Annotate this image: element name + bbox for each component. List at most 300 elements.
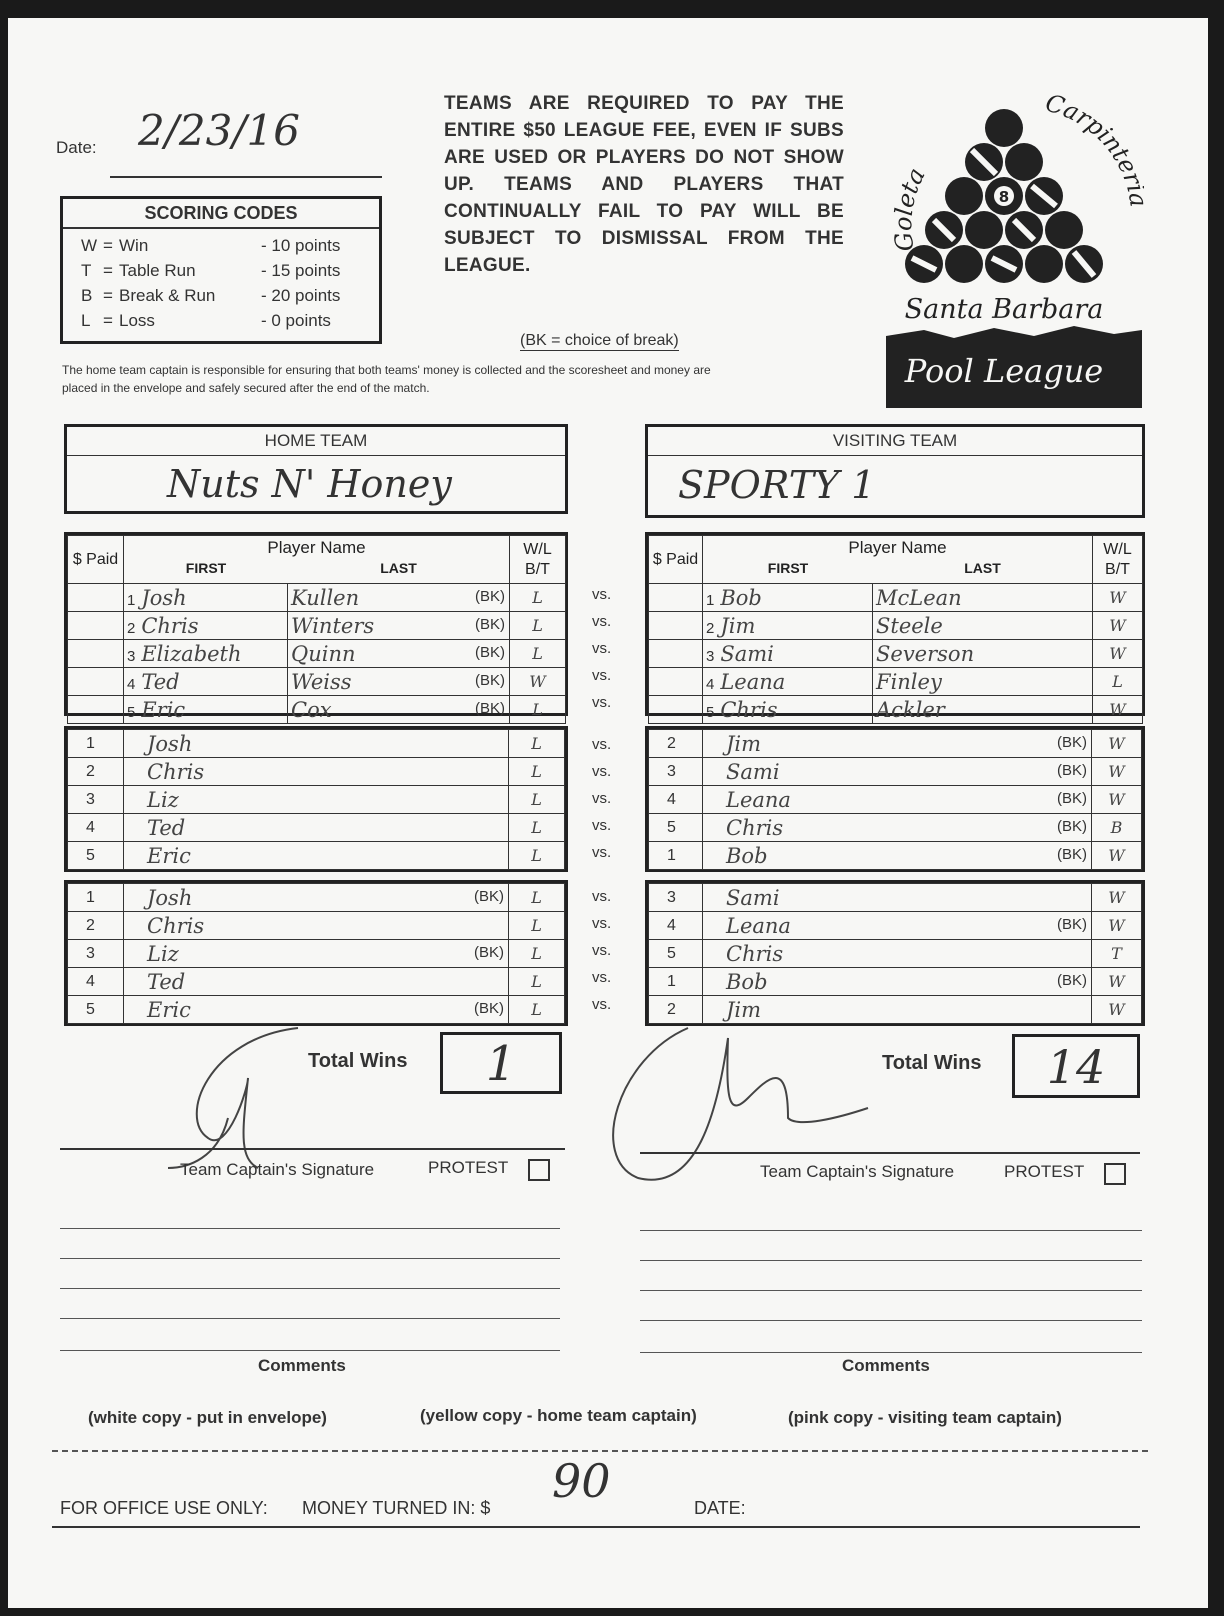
scoring-code-name: Break & Run: [119, 286, 216, 305]
first-name-cell: [124, 696, 288, 724]
paid-cell[interactable]: [649, 584, 703, 612]
date-label: Date:: [56, 138, 97, 157]
first-name-cell: [703, 612, 873, 640]
last-name-cell: [873, 584, 1093, 612]
player-name-cell: [124, 814, 509, 842]
player-number: 4: [649, 786, 703, 814]
break-indicator: (BK): [1057, 846, 1087, 863]
player-row: [68, 842, 565, 870]
player-name-cell: [703, 730, 1092, 758]
win-loss-cell: W: [1092, 996, 1142, 1024]
player-number: 3: [649, 758, 703, 786]
scoring-code-row: [81, 233, 379, 258]
home-protest-label: PROTEST: [428, 1158, 509, 1177]
visiting-paid-header: $ Paid: [649, 536, 703, 584]
home-team-title: HOME TEAM: [67, 427, 565, 456]
last-name-cell: [288, 696, 510, 724]
player-number: 2: [706, 619, 715, 637]
player-row: [68, 758, 565, 786]
scoring-code-letter: W: [81, 236, 98, 255]
scoring-code-letter: T: [81, 261, 92, 280]
player-first-name: Leana: [726, 913, 791, 938]
visiting-total-wins-box: [1012, 1034, 1140, 1098]
visiting-comment-line: [640, 1230, 1142, 1231]
vs-label: vs.: [592, 790, 612, 807]
league-logo: [884, 90, 1144, 410]
win-loss-cell: W: [1093, 696, 1143, 724]
player-first-name: Chris: [720, 697, 778, 722]
player-number: 4: [127, 675, 136, 693]
home-comment-line: [60, 1318, 560, 1319]
player-first-name: Sami: [720, 641, 774, 666]
win-loss-cell: L: [509, 730, 565, 758]
last-name-cell: [288, 584, 510, 612]
first-name-cell: [124, 584, 288, 612]
player-name-cell: [703, 884, 1092, 912]
home-comment-line: [60, 1350, 560, 1351]
player-number: 3: [127, 647, 136, 665]
break-indicator: (BK): [475, 672, 505, 689]
player-name-cell: [124, 842, 509, 870]
visiting-comments-label: Comments: [842, 1356, 930, 1375]
player-last-name: Weiss: [291, 669, 352, 694]
player-name-cell: [703, 786, 1092, 814]
player-first-name: Josh: [147, 885, 193, 910]
win-loss-cell: L: [509, 758, 565, 786]
player-first-name: Sami: [726, 885, 780, 910]
player-row: [649, 940, 1142, 968]
visiting-wl-header: W/L B/T: [1093, 536, 1143, 584]
player-last-name: Ackler: [876, 697, 945, 722]
player-row: [649, 612, 1143, 640]
vs-label: vs.: [592, 888, 612, 905]
scoring-codes-title: SCORING CODES: [63, 199, 379, 229]
player-last-name: McLean: [876, 585, 962, 610]
visiting-comment-line: [640, 1290, 1142, 1291]
paid-cell[interactable]: [68, 696, 124, 724]
money-turned-in-value: 90: [552, 1454, 611, 1508]
player-row: [68, 786, 565, 814]
vs-label: vs.: [592, 969, 612, 986]
scoring-code-equals: =: [103, 311, 113, 330]
home-wl-header: W/L B/T: [510, 536, 566, 584]
player-first-name: Eric: [147, 997, 191, 1022]
player-number: 1: [706, 591, 715, 609]
player-name-cell: [124, 884, 509, 912]
scoring-code-points: - 20 points: [261, 286, 341, 305]
player-number: 5: [68, 996, 124, 1024]
vs-label: vs.: [592, 763, 612, 780]
win-loss-cell: W: [1092, 884, 1142, 912]
player-last-name: Cox: [291, 697, 332, 722]
player-name-cell: [124, 730, 509, 758]
player-row: [68, 912, 565, 940]
yellow-copy-note: (yellow copy - home team captain): [420, 1406, 697, 1425]
home-round3-table: [64, 880, 568, 1026]
player-row: [649, 758, 1142, 786]
home-first-header: FIRST: [185, 560, 227, 576]
vs-label: vs.: [592, 640, 612, 657]
first-name-cell: [703, 668, 873, 696]
last-name-cell: [873, 696, 1093, 724]
vs-label: vs.: [592, 942, 612, 959]
home-team-box: [64, 424, 568, 514]
visiting-total-wins-label: Total Wins: [882, 1052, 982, 1074]
player-name-cell: [124, 758, 509, 786]
player-number: 1: [127, 591, 136, 609]
player-row: [649, 640, 1143, 668]
office-date-label: DATE:: [694, 1498, 746, 1518]
visiting-team-box: [645, 424, 1145, 518]
player-row: [649, 884, 1142, 912]
player-last-name: Kullen: [291, 585, 360, 610]
player-last-name: Winters: [291, 613, 375, 638]
player-number: 5: [649, 940, 703, 968]
player-first-name: Eric: [147, 843, 191, 868]
logo-goleta: Goleta: [889, 163, 931, 254]
home-comment-line: [60, 1258, 560, 1259]
win-loss-cell: L: [510, 612, 566, 640]
pink-copy-note: (pink copy - visiting team captain): [788, 1408, 1062, 1427]
player-number: 1: [68, 884, 124, 912]
paid-cell[interactable]: [68, 640, 124, 668]
home-round1-table: [64, 532, 568, 722]
player-name-cell: [703, 968, 1092, 996]
win-loss-cell: L: [509, 842, 565, 870]
scoring-code-name: Loss: [119, 311, 155, 330]
vs-label: vs.: [592, 817, 612, 834]
player-first-name: Chris: [726, 941, 784, 966]
first-name-cell: [124, 640, 288, 668]
win-loss-cell: L: [509, 940, 565, 968]
player-row: [68, 612, 566, 640]
player-row: [68, 668, 566, 696]
vs-label: vs.: [592, 844, 612, 861]
player-last-name: Severson: [876, 641, 975, 666]
scoring-code-row: [81, 258, 379, 283]
win-loss-cell: T: [1092, 940, 1142, 968]
scoring-code-points: - 10 points: [261, 236, 341, 255]
break-indicator: (BK): [1057, 818, 1087, 835]
player-first-name: Ted: [147, 969, 186, 994]
last-name-cell: [288, 640, 510, 668]
player-row: [68, 884, 565, 912]
player-name-cell: [703, 912, 1092, 940]
break-indicator: (BK): [474, 1000, 504, 1017]
player-row: [68, 968, 565, 996]
player-name-cell: [703, 814, 1092, 842]
win-loss-cell: W: [1093, 584, 1143, 612]
vs-label: vs.: [592, 667, 612, 684]
win-loss-cell: W: [1092, 842, 1142, 870]
vs-label: vs.: [592, 613, 612, 630]
visiting-team-title: VISITING TEAM: [648, 427, 1142, 456]
player-name-cell: [124, 940, 509, 968]
player-first-name: Chris: [726, 815, 784, 840]
home-total-wins-box: [440, 1032, 562, 1094]
player-row: [649, 912, 1142, 940]
office-use-label: FOR OFFICE USE ONLY:: [60, 1498, 268, 1518]
player-row: [68, 814, 565, 842]
player-first-name: Bob: [726, 969, 768, 994]
last-name-cell: [288, 668, 510, 696]
vs-label: vs.: [592, 915, 612, 932]
office-line: [52, 1526, 1140, 1528]
player-row: [649, 696, 1143, 724]
player-row: [649, 668, 1143, 696]
first-name-cell: [703, 640, 873, 668]
player-first-name: Eric: [141, 697, 186, 722]
tear-line: [52, 1450, 1148, 1452]
player-name-cell: [703, 940, 1092, 968]
win-loss-cell: W: [1092, 968, 1142, 996]
win-loss-cell: L: [510, 696, 566, 724]
home-signature-line: [60, 1148, 565, 1150]
player-number: 3: [649, 884, 703, 912]
win-loss-cell: W: [510, 668, 566, 696]
date-value: 2/23/16: [138, 106, 300, 155]
player-number: 2: [649, 996, 703, 1024]
visiting-last-header: LAST: [964, 560, 1001, 576]
home-signature-label: Team Captain's Signature: [180, 1160, 375, 1179]
paid-cell[interactable]: [649, 612, 703, 640]
visiting-comment-line: [640, 1260, 1142, 1261]
win-loss-cell: L: [509, 996, 565, 1024]
money-turned-in-label: MONEY TURNED IN: $: [302, 1498, 491, 1518]
billiard-rack-icon: [884, 90, 1144, 410]
player-number: 4: [706, 675, 715, 693]
player-first-name: Jim: [720, 613, 756, 638]
last-name-cell: [873, 612, 1093, 640]
player-name-cell: [124, 968, 509, 996]
win-loss-cell: W: [1093, 612, 1143, 640]
break-indicator: (BK): [474, 888, 504, 905]
scoring-code-letter: L: [81, 311, 91, 330]
scoring-code-points: - 0 points: [261, 311, 331, 330]
break-indicator: (BK): [1057, 916, 1087, 933]
win-loss-cell: W: [1092, 912, 1142, 940]
home-total-wins-label: Total Wins: [308, 1050, 408, 1072]
vs-label: vs.: [592, 996, 612, 1013]
last-name-cell: [873, 668, 1093, 696]
scoring-code-letter: B: [81, 286, 93, 305]
player-first-name: Elizabeth: [141, 641, 242, 666]
win-loss-cell: L: [509, 912, 565, 940]
player-number: 2: [649, 730, 703, 758]
visiting-round3-table: [645, 880, 1145, 1026]
win-loss-cell: L: [509, 814, 565, 842]
player-last-name: Steele: [876, 613, 943, 638]
home-comments-label: Comments: [258, 1356, 346, 1375]
player-name-cell: [703, 758, 1092, 786]
player-first-name: Bob: [726, 843, 768, 868]
player-name-cell: [124, 786, 509, 814]
break-indicator: (BK): [1057, 972, 1087, 989]
player-row: [649, 814, 1142, 842]
last-name-cell: [873, 640, 1093, 668]
home-comment-line: [60, 1288, 560, 1289]
scoring-code-points: - 15 points: [261, 261, 341, 280]
player-number: 5: [706, 703, 715, 721]
visiting-signature-line: [640, 1152, 1140, 1154]
last-name-cell: [288, 612, 510, 640]
logo-pool-league: Pool League: [904, 352, 1104, 390]
player-last-name: Finley: [876, 669, 942, 694]
player-number: 2: [127, 619, 136, 637]
player-row: [649, 584, 1143, 612]
player-number: 4: [68, 814, 124, 842]
player-first-name: Chris: [147, 913, 205, 938]
player-number: 3: [68, 786, 124, 814]
paid-cell[interactable]: [68, 668, 124, 696]
eight-ball-number: 8: [998, 188, 1010, 206]
player-first-name: Ted: [141, 669, 180, 694]
player-row: [68, 940, 565, 968]
paid-cell[interactable]: [649, 668, 703, 696]
paid-cell[interactable]: [68, 584, 124, 612]
paid-cell[interactable]: [649, 696, 703, 724]
player-name-cell: [124, 912, 509, 940]
break-indicator: (BK): [1057, 734, 1087, 751]
paid-cell[interactable]: [649, 640, 703, 668]
win-loss-cell: B: [1092, 814, 1142, 842]
vs-label: vs.: [592, 736, 612, 753]
player-number: 2: [68, 912, 124, 940]
fee-notice: TEAMS ARE REQUIRED TO PAY THE ENTIRE $50 LEAGUE FEE, EVEN IF SUBS ARE USED OR PLAYERS DO NOT SHOW UP. TEAMS AND PLAYERS THAT CONTINUALLY FAIL TO PAY WILL BE SUBJECT TO DISMISSAL FROM THE LEAGUE.: [444, 93, 844, 276]
scoring-code-row: [81, 308, 379, 333]
player-name-cell: [703, 842, 1092, 870]
home-player-name-header: Player Name: [267, 538, 366, 557]
scoring-code-equals: =: [103, 261, 113, 280]
win-loss-cell: L: [510, 584, 566, 612]
vs-label: vs.: [592, 586, 612, 603]
player-row: [68, 730, 565, 758]
visiting-signature-label: Team Captain's Signature: [760, 1162, 955, 1181]
scoring-code-row: [81, 283, 379, 308]
home-paid-header: $ Paid: [68, 536, 124, 584]
win-loss-cell: W: [1092, 786, 1142, 814]
player-row: [649, 786, 1142, 814]
player-number: 1: [649, 842, 703, 870]
break-indicator: (BK): [475, 588, 505, 605]
player-first-name: Bob: [720, 585, 762, 610]
vs-label: vs.: [592, 694, 612, 711]
scoresheet-page: [8, 18, 1208, 1608]
player-number: 4: [68, 968, 124, 996]
player-row: [649, 968, 1142, 996]
home-round2-table: [64, 726, 568, 872]
visiting-comment-line: [640, 1320, 1142, 1321]
player-first-name: Jim: [726, 997, 762, 1022]
player-first-name: Chris: [141, 613, 199, 638]
player-last-name: Quinn: [291, 641, 356, 666]
scoring-codes-box: [60, 196, 382, 344]
win-loss-cell: L: [509, 786, 565, 814]
player-row: [649, 842, 1142, 870]
scoring-code-equals: =: [103, 286, 113, 305]
captain-note: The home team captain is responsible for ensuring that both teams' money is collected and the scoresheet and money are placed in the envelope and safely secured after the end of the match.: [62, 363, 711, 395]
visiting-round2-table: [645, 726, 1145, 872]
win-loss-cell: L: [509, 968, 565, 996]
player-first-name: Sami: [726, 759, 780, 784]
win-loss-cell: L: [509, 884, 565, 912]
svg-text:Goleta: [889, 163, 931, 253]
player-number: 5: [127, 703, 136, 721]
player-first-name: Leana: [720, 669, 786, 694]
player-row: [68, 696, 566, 724]
break-indicator: (BK): [475, 644, 505, 661]
visiting-protest-checkbox[interactable]: [1104, 1163, 1126, 1185]
home-protest-checkbox[interactable]: [528, 1159, 550, 1181]
player-number: 3: [706, 647, 715, 665]
player-first-name: Chris: [147, 759, 205, 784]
player-number: 1: [649, 968, 703, 996]
home-last-header: LAST: [380, 560, 417, 576]
break-indicator: (BK): [474, 944, 504, 961]
player-first-name: Josh: [141, 585, 187, 610]
date-line: [110, 176, 382, 178]
scoring-code-equals: =: [103, 236, 113, 255]
first-name-cell: [703, 696, 873, 724]
break-indicator: (BK): [475, 700, 505, 717]
break-indicator: (BK): [1057, 762, 1087, 779]
visiting-first-header: FIRST: [767, 560, 809, 576]
win-loss-cell: L: [1093, 668, 1143, 696]
player-number: 2: [68, 758, 124, 786]
player-first-name: Liz: [147, 941, 179, 966]
win-loss-cell: W: [1092, 758, 1142, 786]
first-name-cell: [703, 584, 873, 612]
visiting-protest-label: PROTEST: [1004, 1162, 1085, 1181]
player-number: 5: [68, 842, 124, 870]
white-copy-note: (white copy - put in envelope): [88, 1408, 327, 1427]
player-first-name: Liz: [147, 787, 179, 812]
visiting-round1-table: [645, 532, 1145, 722]
break-indicator: (BK): [475, 616, 505, 633]
logo-santa-barbara: Santa Barbara: [904, 294, 1104, 325]
win-loss-cell: L: [510, 640, 566, 668]
player-number: 3: [68, 940, 124, 968]
player-first-name: Josh: [147, 731, 193, 756]
bk-note: (BK = choice of break): [520, 332, 679, 349]
break-indicator: (BK): [1057, 790, 1087, 807]
home-total-wins-value: 1: [485, 1036, 517, 1092]
player-first-name: Leana: [726, 787, 791, 812]
player-first-name: Ted: [147, 815, 186, 840]
player-number: 1: [68, 730, 124, 758]
player-row: [649, 730, 1142, 758]
player-first-name: Jim: [726, 731, 762, 756]
player-number: 5: [649, 814, 703, 842]
first-name-cell: [124, 668, 288, 696]
paid-cell[interactable]: [68, 612, 124, 640]
logo-carpinteria: Carpinte: [1042, 90, 1143, 179]
player-row: [68, 640, 566, 668]
player-number: 4: [649, 912, 703, 940]
visiting-team-name: SPORTY 1: [678, 463, 876, 507]
home-team-name: Nuts N' Honey: [167, 462, 452, 506]
visiting-comment-line: [640, 1352, 1142, 1353]
win-loss-cell: W: [1093, 640, 1143, 668]
home-comment-line: [60, 1228, 560, 1229]
scoring-code-name: Win: [119, 236, 149, 255]
visiting-total-wins-value: 14: [1046, 1040, 1106, 1094]
first-name-cell: [124, 612, 288, 640]
visiting-player-name-header: Player Name: [848, 538, 947, 557]
win-loss-cell: W: [1092, 730, 1142, 758]
player-row: [68, 584, 566, 612]
scoring-code-name: Table Run: [119, 261, 196, 280]
